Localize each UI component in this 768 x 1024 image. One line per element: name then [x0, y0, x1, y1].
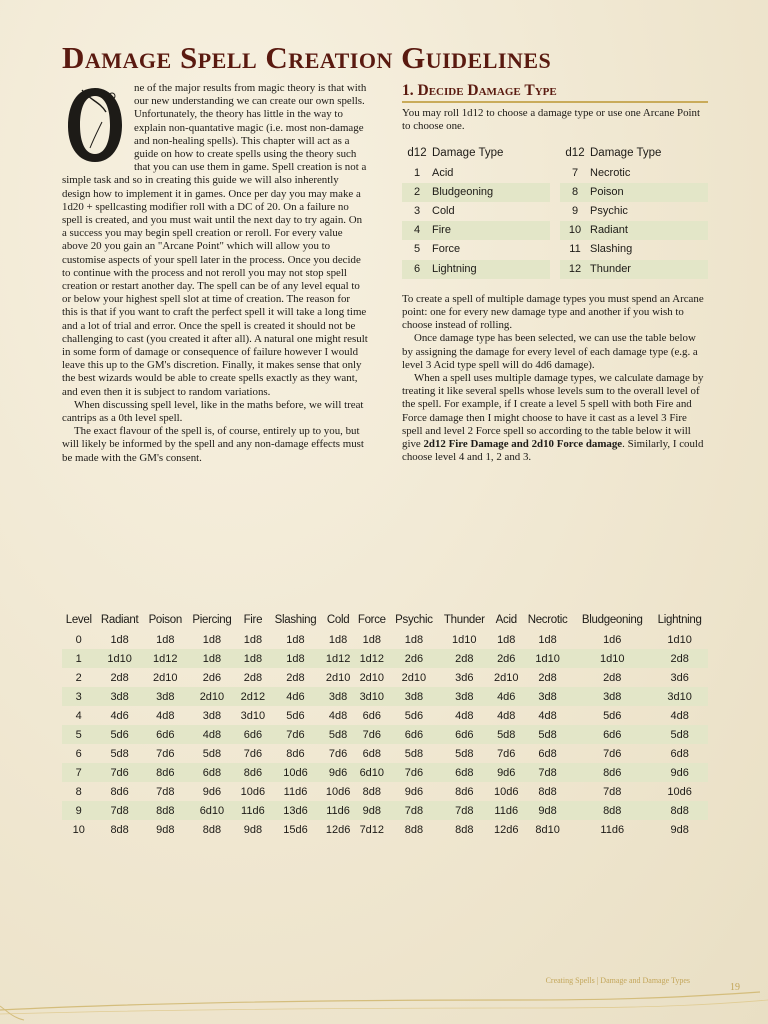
damage-type-row [560, 240, 708, 259]
damage-cell: 1d10 [522, 649, 573, 668]
damage-cell: 3d8 [322, 687, 354, 706]
damage-cell: 8d6 [455, 785, 474, 798]
damage-cell: 10d6 [667, 785, 692, 798]
damage-cell: 5d6 [95, 725, 143, 744]
right-column [402, 82, 708, 464]
damage-cell: 2d6 [390, 649, 438, 668]
damage-cell: 1d8 [187, 649, 237, 668]
damage-cell: 3d10 [354, 687, 390, 706]
table-row [62, 706, 708, 725]
damage-cell: 8d8 [110, 823, 129, 836]
die-value: 11 [569, 243, 581, 256]
damage-type-table-left [402, 145, 550, 278]
footer-text: Creating Spells | Damage and Damage Types [545, 976, 690, 985]
damage-cell: 2d8 [538, 671, 557, 684]
column-header: Acid [495, 614, 517, 626]
damage-cell: 6d6 [573, 725, 651, 744]
damage-type-name: Radiant [590, 221, 708, 240]
damage-cell: 3d6 [455, 671, 474, 684]
damage-cell: 3d10 [240, 709, 266, 722]
damage-cell: 9d6 [404, 785, 424, 798]
damage-type-name: Cold [432, 205, 455, 218]
damage-type-row [560, 164, 708, 183]
level-cell: 5 [62, 725, 95, 744]
die-header: d12 [565, 147, 585, 160]
damage-cell: 3d8 [144, 687, 187, 706]
damage-cell: 1d10 [95, 649, 143, 668]
damage-cell: 1d12 [144, 649, 187, 668]
column-header: Poison [148, 614, 182, 626]
damage-type-name: Force [432, 243, 461, 256]
damage-cell: 4d8 [187, 725, 237, 744]
column-header: Psychic [395, 614, 433, 626]
damage-cell: 6d10 [187, 801, 237, 820]
damage-cell: 1d10 [667, 633, 692, 646]
die-value: 12 [560, 260, 590, 279]
flavour-paragraph: The exact flavour of the spell is, of course, entirely up to you, but will likely be informed by the spell and any non-damage effects must be made with the GM's consent. [62, 425, 364, 464]
damage-cell: 2d10 [153, 671, 178, 684]
damage-cell: 8d8 [455, 823, 474, 836]
column-header: Fire [243, 614, 263, 626]
column-header: Slashing [274, 614, 317, 626]
damage-cell: 4d8 [328, 709, 348, 722]
damage-cell: 12d6 [325, 823, 351, 836]
damage-cell: 6d8 [438, 763, 490, 782]
damage-cell: 13d6 [269, 801, 323, 820]
column-header: Level [65, 614, 92, 626]
column-header: Lightning [657, 614, 702, 626]
damage-by-level-table [62, 612, 708, 839]
die-value: 8 [560, 183, 590, 202]
damage-cell: 9d8 [670, 823, 689, 836]
damage-cell: 1d8 [202, 633, 222, 646]
die-value: 10 [560, 221, 590, 240]
damage-cell: 8d8 [573, 801, 651, 820]
damage-type-row [402, 202, 550, 221]
damage-cell: 7d6 [243, 747, 263, 760]
column-header: Force [357, 614, 386, 626]
damage-cell: 6d8 [538, 747, 557, 760]
damage-cell: 8d8 [362, 785, 381, 798]
damage-cell: 7d12 [359, 823, 385, 836]
damage-cell: 6d10 [354, 763, 390, 782]
damage-cell: 9d8 [156, 823, 175, 836]
table-row [62, 763, 708, 782]
damage-cell: 4d6 [110, 709, 129, 722]
damage-cell: 2d10 [187, 687, 237, 706]
damage-cell: 15d6 [283, 823, 308, 836]
damage-cell: 5d8 [455, 747, 474, 760]
damage-cell: 3d8 [573, 687, 651, 706]
damage-cell: 2d8 [110, 671, 129, 684]
footer-ornament [0, 990, 768, 1024]
assign-damage-paragraph: Once damage type has been selected, we can use the table below by assigning the damage for every level of each damage type (e.g. a level 3 Acid type spell will do 4d6 damage). [402, 332, 698, 371]
damage-cell: 1d10 [573, 649, 651, 668]
damage-cell: 2d8 [651, 649, 708, 668]
damage-cell: 5d8 [322, 725, 354, 744]
damage-type-row [560, 221, 708, 240]
damage-cell: 8d8 [651, 801, 708, 820]
example-end: . Similarly, I could choose level 4 and 1, 2 and 3. [402, 438, 704, 464]
damage-type-name: Psychic [590, 205, 628, 218]
damage-cell: 1d8 [237, 649, 269, 668]
table-row [62, 687, 708, 706]
damage-cell: 2d12 [237, 687, 269, 706]
damage-cell: 8d8 [202, 823, 222, 836]
column-header: Piercing [192, 614, 232, 626]
damage-cell: 1d8 [538, 633, 557, 646]
damage-type-tables [402, 145, 708, 278]
damage-cell: 7d6 [328, 747, 348, 760]
damage-cell: 4d8 [455, 709, 474, 722]
damage-cell: 2d10 [401, 671, 427, 684]
level-cell: 3 [62, 687, 95, 706]
damage-cell: 3d8 [95, 687, 143, 706]
column-header: Thunder [443, 614, 485, 626]
damage-cell: 8d10 [535, 823, 560, 836]
damage-type-name: Poison [590, 183, 708, 202]
damage-cell: 6d6 [362, 709, 381, 722]
damage-cell: 1d8 [286, 633, 305, 646]
damage-cell: 8d6 [144, 763, 187, 782]
damage-cell: 4d8 [538, 709, 557, 722]
die-value: 1 [413, 166, 421, 179]
damage-cell: 7d8 [522, 763, 573, 782]
column-header: Necrotic [527, 614, 568, 626]
die-value: 2 [402, 183, 432, 202]
table-row [62, 725, 708, 744]
damage-cell: 7d8 [95, 801, 143, 820]
damage-cell: 7d8 [156, 785, 175, 798]
damage-cell: 11d6 [322, 801, 354, 820]
spell-level-paragraph: When discussing spell level, like in the maths before, we will treat cantrips as a 0th level spell. [62, 398, 364, 425]
damage-type-name: Slashing [590, 243, 633, 256]
damage-cell: 2d8 [603, 671, 622, 684]
damage-cell: 3d10 [651, 687, 708, 706]
column-header: Bludgeoning [581, 614, 643, 626]
damage-type-row [402, 221, 550, 240]
damage-cell: 3d8 [202, 709, 222, 722]
damage-cell: 2d8 [438, 649, 490, 668]
damage-cell: 5d6 [404, 709, 424, 722]
damage-cell: 8d8 [144, 801, 187, 820]
damage-type-name: Fire [432, 221, 550, 240]
level-cell: 4 [75, 709, 82, 722]
damage-type-intro: You may roll 1d12 to choose a damage type or use one Arcane Point to choose one. [402, 107, 701, 133]
damage-cell: 10d6 [240, 785, 266, 798]
damage-cell: 11d6 [600, 823, 625, 836]
damage-type-name: Acid [432, 166, 454, 179]
multiple-types-paragraph: To create a spell of multiple damage types you must spend an Arcane point: one for every new damage type and another if you wish to choose instead of rolling. [402, 292, 704, 332]
damage-cell: 1d8 [404, 633, 424, 646]
table-row [62, 668, 708, 687]
section-heading: 1. Decide Damage Type [402, 82, 708, 103]
damage-cell: 9d8 [354, 801, 390, 820]
dropcap-letter: O [62, 82, 63, 83]
damage-cell: 4d8 [497, 709, 516, 722]
damage-type-row [560, 202, 708, 221]
table-row [62, 744, 708, 763]
damage-type-row [560, 260, 708, 279]
damage-cell: 9d6 [651, 763, 708, 782]
die-value: 6 [402, 260, 432, 279]
damage-cell: 10d6 [494, 785, 519, 798]
damage-cell: 1d8 [362, 633, 381, 646]
damage-cell: 7d8 [390, 801, 438, 820]
damage-cell: 11d6 [490, 801, 522, 820]
damage-cell: 5d8 [651, 725, 708, 744]
type-header: Damage Type [432, 147, 504, 160]
damage-cell: 1d8 [156, 633, 175, 646]
damage-type-name: Necrotic [590, 166, 631, 179]
level-cell: 0 [75, 633, 82, 646]
die-value: 4 [402, 221, 432, 240]
damage-cell: 5d6 [286, 709, 305, 722]
damage-type-name: Lightning [432, 260, 550, 279]
damage-cell: 5d8 [110, 747, 129, 760]
damage-cell: 5d8 [202, 747, 222, 760]
level-cell: 8 [75, 785, 82, 798]
damage-type-row [402, 240, 550, 259]
damage-cell: 12d6 [494, 823, 519, 836]
level-cell: 6 [75, 747, 82, 760]
level-cell: 1 [62, 649, 95, 668]
die-value: 9 [571, 205, 579, 218]
damage-cell: 6d6 [438, 725, 490, 744]
damage-cell: 1d10 [452, 633, 477, 646]
damage-type-row [402, 183, 550, 202]
damage-cell: 7d6 [497, 747, 516, 760]
damage-cell: 4d6 [490, 687, 522, 706]
damage-cell: 2d10 [325, 671, 351, 684]
damage-cell: 1d12 [354, 649, 390, 668]
damage-type-table-right [560, 145, 708, 278]
table-row [62, 820, 708, 839]
damage-cell: 7d6 [95, 763, 143, 782]
level-cell: 9 [62, 801, 95, 820]
damage-cell: 2d8 [243, 671, 263, 684]
page-number: 19 [730, 982, 740, 993]
table-row [62, 782, 708, 801]
damage-cell: 5d6 [603, 709, 622, 722]
column-header: Cold [326, 614, 350, 626]
damage-type-name: Bludgeoning [432, 183, 550, 202]
damage-cell: 3d6 [670, 671, 689, 684]
die-value: 3 [413, 205, 421, 218]
damage-cell: 9d8 [243, 823, 263, 836]
damage-cell: 6d6 [390, 725, 438, 744]
table-row [62, 649, 708, 668]
damage-cell: 7d8 [603, 785, 622, 798]
damage-cell: 5d8 [522, 725, 573, 744]
damage-cell: 7d6 [156, 747, 175, 760]
damage-cell: 11d6 [283, 785, 308, 798]
dropcap [62, 82, 128, 168]
damage-cell: 1d6 [603, 633, 622, 646]
damage-cell: 2d6 [490, 649, 522, 668]
damage-cell: 3d8 [438, 687, 490, 706]
damage-type-row [402, 164, 550, 183]
die-value: 5 [413, 243, 421, 256]
die-value: 7 [571, 166, 579, 179]
table-row [62, 630, 708, 649]
damage-type-row [560, 183, 708, 202]
damage-cell: 7d8 [438, 801, 490, 820]
damage-cell: 4d6 [269, 687, 323, 706]
die-header: d12 [407, 147, 427, 160]
damage-cell: 4d8 [156, 709, 175, 722]
column-header: Radiant [100, 614, 139, 626]
damage-cell: 6d8 [362, 747, 381, 760]
damage-cell: 6d6 [237, 725, 269, 744]
damage-cell: 8d8 [404, 823, 424, 836]
damage-cell: 7d6 [390, 763, 438, 782]
page-title: Damage Spell Creation Guidelines [62, 40, 552, 75]
damage-cell: 1d8 [328, 633, 348, 646]
damage-type-row [402, 260, 550, 279]
damage-cell: 9d6 [322, 763, 354, 782]
intro-paragraph: ne of the major results from magic theory is that with our new understanding we can create our own spells. Unfortunately, the theory has little in the way to explain non-quantative magic (i.e. most non-damage and non-healing spells). This chapter will act as a guide on how to create spells using the theory such that you can use them in game. Spell creation is not a simple task and so in creating this guide we will also inherently design how to implement it in games. Once per day you may make a 1d20 + spellcasting modifier roll with a DC of 20. On a failure no spell is created, and you must wait until the next day to try again. On a success you may begin spell creation or reroll. For every value above 20 you gain an "Arcane Point" which will allow you to customise aspects of your spell later in the process. Once you decide to continue with the process and not reroll you may not stop spell creation or restart another day. The spell can be of any level equal to or below your highest spell slot at time of creation. The reason for this is that if you want to craft the perfect spell it will take a long time and a lot of trial and error. Once the spell is created it should not be challenging to cast (you created it after all). A natural one might result in some form of damage or consequence of failure however I would leave this up to the GM's discretion. Finally, it makes sense that only the best wizards would be able to create spells exactly as they want, and even then it is subject to random variations. [62, 82, 368, 398]
damage-cell: 2d8 [286, 671, 305, 684]
table-row [62, 801, 708, 820]
damage-cell: 3d8 [522, 687, 573, 706]
level-cell: 10 [72, 823, 85, 836]
damage-cell: 2d10 [494, 671, 519, 684]
damage-cell: 8d6 [286, 747, 305, 760]
damage-cell: 5d8 [404, 747, 424, 760]
damage-cell: 8d8 [538, 785, 557, 798]
damage-cell: 7d6 [269, 725, 323, 744]
damage-cell: 1d8 [243, 633, 263, 646]
damage-cell: 8d6 [110, 785, 129, 798]
level-cell: 7 [62, 763, 95, 782]
damage-cell: 1d12 [322, 649, 354, 668]
example-text: When a spell uses multiple damage types, we calculate damage by treating it like several spells whose levels sum to the overall level of the spell. For example, if I create a level 5 spell with both Fire and Force damage then I might choose to have it cast as a level 3 Fire spell and level 2 Force spell so according to the table below it will give [402, 372, 704, 451]
damage-cell: 11d6 [237, 801, 269, 820]
damage-cell: 6d8 [187, 763, 237, 782]
damage-cell: 8d6 [237, 763, 269, 782]
damage-cell: 7d6 [354, 725, 390, 744]
damage-cell: 5d8 [490, 725, 522, 744]
damage-cell: 1d8 [497, 633, 516, 646]
example-bold: 2d12 Fire Damage and 2d10 Force damage [423, 438, 623, 451]
damage-cell: 1d8 [110, 633, 129, 646]
damage-cell: 6d8 [670, 747, 689, 760]
damage-cell: 10d6 [269, 763, 323, 782]
type-header: Damage Type [590, 147, 662, 160]
damage-cell: 9d6 [202, 785, 222, 798]
damage-cell: 10d6 [325, 785, 351, 798]
example-paragraph [402, 372, 708, 464]
damage-cell: 6d6 [144, 725, 187, 744]
level-cell: 2 [75, 671, 82, 684]
damage-cell: 8d6 [573, 763, 651, 782]
damage-cell: 1d8 [269, 649, 323, 668]
damage-cell: 9d6 [490, 763, 522, 782]
damage-cell: 9d8 [522, 801, 573, 820]
damage-cell: 2d10 [359, 671, 385, 684]
damage-cell: 3d8 [390, 687, 438, 706]
damage-cell: 4d8 [670, 709, 689, 722]
damage-type-name: Thunder [590, 260, 708, 279]
damage-cell: 2d6 [202, 671, 222, 684]
left-column [62, 82, 368, 465]
damage-cell: 7d6 [603, 747, 622, 760]
